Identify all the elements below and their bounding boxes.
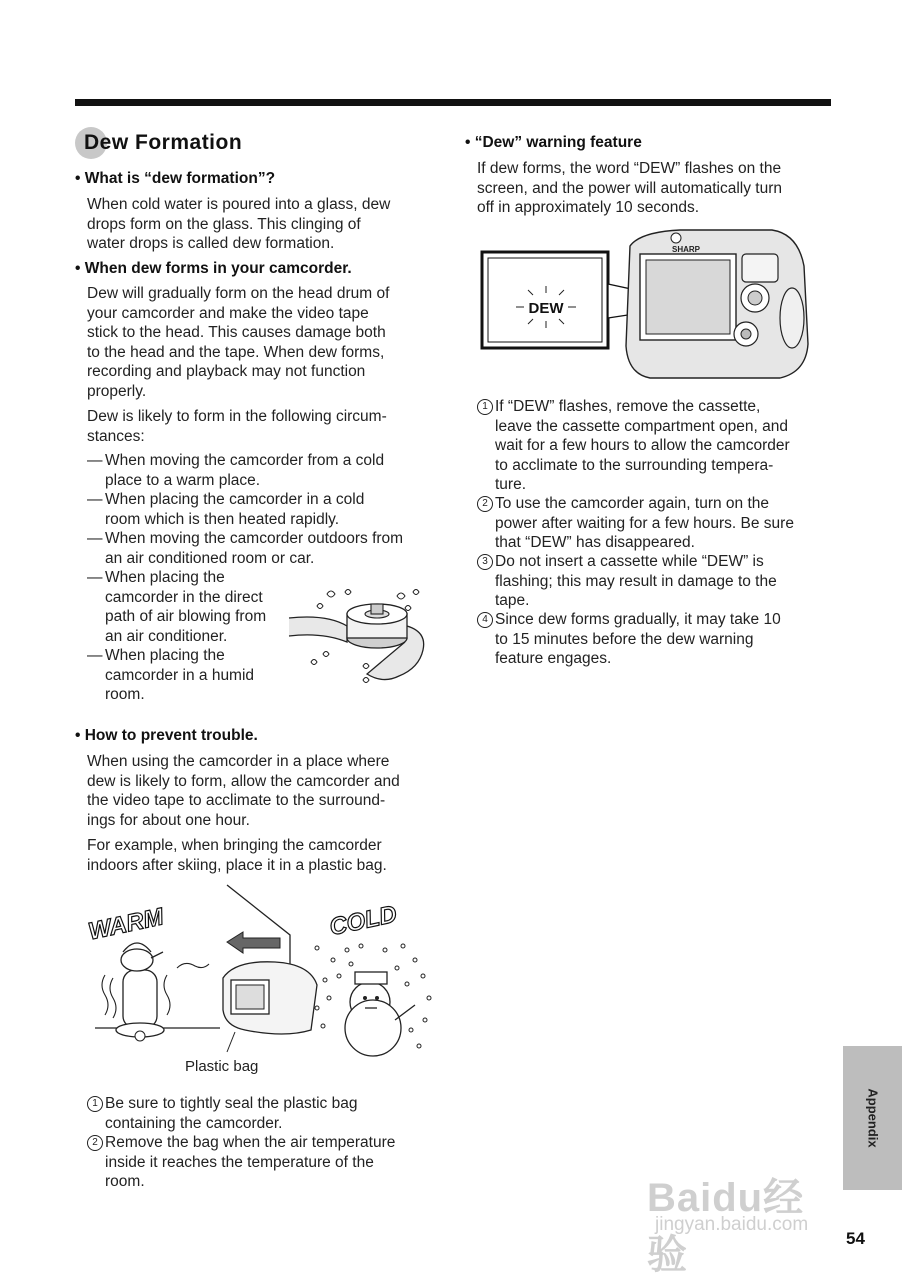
- right-step-2: [477, 494, 794, 553]
- text-line: flashing; this may result in damage to the: [495, 572, 777, 590]
- text-line: feature engages.: [495, 650, 612, 667]
- text-line: dew is likely to form, allow the camcorder and: [87, 772, 400, 790]
- text-line: water drops is called dew formation.: [87, 235, 335, 252]
- prevent-heading: • How to prevent trouble.: [75, 727, 258, 744]
- text-line: room.: [105, 686, 145, 703]
- text-line: When moving the camcorder from a cold: [105, 452, 385, 469]
- text-line: stances:: [87, 427, 145, 445]
- right-step-1: [477, 397, 790, 495]
- text-line: When moving the camcorder outdoors from: [105, 530, 404, 547]
- appendix-tab[interactable]: [843, 1046, 902, 1190]
- text-line: to 15 minutes before the dew warning: [495, 630, 754, 648]
- dash-mark: —: [87, 491, 103, 508]
- circled-number: 3: [477, 554, 493, 570]
- text-line: When placing the: [105, 647, 225, 664]
- text-line: screen, and the power will automatically turn: [477, 179, 782, 197]
- text-line: tape.: [495, 592, 530, 609]
- text-line: When cold water is poured into a glass, dew: [87, 196, 391, 213]
- appendix-tab-label: Appendix: [865, 1088, 880, 1148]
- right-step-3: [477, 552, 777, 611]
- prevent-paragraph-2: [87, 836, 387, 875]
- plastic-bag-caption: Plastic bag: [185, 1058, 259, 1075]
- text-line: For example, when bringing the camcorder: [87, 837, 382, 854]
- text-line: Since dew forms gradually, it may take 10: [495, 611, 781, 628]
- text-line: Remove the bag when the air temperature: [105, 1134, 396, 1151]
- text-line: drops form on the glass. This clinging of: [87, 215, 361, 233]
- circled-number: 2: [477, 496, 493, 512]
- text-line: camcorder in the direct: [105, 588, 263, 606]
- text-line: the video tape to acclimate to the surround-: [87, 792, 386, 809]
- text-line: an air conditioner.: [105, 627, 228, 645]
- warm-label: WARM: [85, 903, 166, 946]
- dew-screen-text: DEW: [528, 300, 564, 317]
- dash-item: [87, 490, 364, 529]
- text-line: camcorder in a humid: [105, 666, 255, 684]
- left-step-2: [87, 1133, 395, 1192]
- dash-mark: —: [87, 452, 103, 469]
- text-line: to acclimate to the surrounding tempera-: [495, 456, 774, 474]
- warning-paragraph: [477, 159, 782, 218]
- text-line: Dew is likely to form in the following circum-: [87, 408, 387, 425]
- dash-item: [87, 451, 384, 490]
- watermark-line-2: jingyan.baidu.com: [655, 1214, 809, 1235]
- text-line: path of air blowing from: [105, 608, 267, 625]
- text-line: inside it reaches the temperature of the: [105, 1153, 374, 1171]
- text-line: indoors after skiing, place it in a plastic bag.: [87, 856, 387, 874]
- circled-number: 1: [477, 399, 493, 415]
- page-number: 54: [846, 1229, 865, 1248]
- arrow-left-icon: [227, 932, 280, 953]
- text-line: to the head and the tape. When dew forms,: [87, 343, 385, 361]
- text-line: To use the camcorder again, turn on the: [495, 495, 769, 512]
- circled-number: 1: [87, 1096, 103, 1112]
- what-paragraph: [87, 195, 390, 254]
- text-line: Be sure to tightly seal the plastic bag: [105, 1095, 358, 1112]
- text-line: When placing the camcorder in a cold: [105, 491, 365, 508]
- when-paragraph-2: [87, 407, 387, 446]
- text-line: When placing the: [105, 569, 225, 586]
- dash-item: [87, 529, 403, 568]
- text-line: ings for about one hour.: [87, 811, 250, 829]
- cold-label: COLD: [327, 900, 400, 942]
- what-heading: • What is “dew formation”?: [75, 170, 276, 187]
- air-conditioner-illustration: [287, 580, 437, 695]
- text-line: an air conditioned room or car.: [105, 549, 315, 567]
- prevent-paragraph-1: [87, 752, 400, 830]
- when-paragraph-1: [87, 284, 389, 401]
- text-line: recording and playback may not function: [87, 363, 366, 380]
- top-rule: [75, 99, 831, 106]
- text-line: wait for a few hours to allow the camcorder: [495, 437, 790, 454]
- dash-mark: —: [87, 530, 103, 547]
- text-line: room which is then heated rapidly.: [105, 510, 340, 528]
- left-step-1: [87, 1094, 357, 1133]
- brand-label: SHARP: [671, 245, 701, 254]
- text-line: off in approximately 10 seconds.: [477, 199, 700, 216]
- when-heading: • When dew forms in your camcorder.: [75, 260, 352, 277]
- dash-mark: —: [87, 647, 103, 664]
- dew-screen-illustration: [480, 226, 812, 384]
- watermark-line-1: Baidu经验: [647, 1176, 805, 1277]
- right-step-4: [477, 610, 781, 669]
- text-line: room.: [105, 1173, 145, 1190]
- text-line: Do not insert a cassette while “DEW” is: [495, 553, 764, 570]
- warning-heading: • “Dew” warning feature: [465, 134, 642, 151]
- text-line: ture.: [495, 476, 527, 493]
- watermark: [645, 1138, 845, 1277]
- text-line: your camcorder and make the video tape: [87, 304, 369, 322]
- dash-mark: —: [87, 569, 103, 586]
- text-line: Dew will gradually form on the head drum of: [87, 285, 390, 302]
- text-line: If dew forms, the word “DEW” flashes on the: [477, 160, 782, 177]
- text-line: leave the cassette compartment open, and: [495, 417, 788, 435]
- text-line: properly.: [87, 382, 147, 400]
- text-line: containing the camcorder.: [105, 1114, 283, 1132]
- text-line: power after waiting for a few hours. Be sure: [495, 514, 794, 532]
- text-line: When using the camcorder in a place where: [87, 753, 390, 770]
- page-title: Dew Formation: [84, 131, 243, 154]
- dash-item: [87, 568, 266, 646]
- dash-item: [87, 646, 254, 705]
- circled-number: 4: [477, 612, 493, 628]
- text-line: place to a warm place.: [105, 471, 261, 489]
- text-line: stick to the head. This causes damage both: [87, 324, 386, 341]
- section-heading: [75, 127, 242, 159]
- text-line: If “DEW” flashes, remove the cassette,: [495, 398, 761, 415]
- text-line: that “DEW” has disappeared.: [495, 534, 695, 551]
- warm-cold-illustration: [85, 880, 440, 1080]
- circled-number: 2: [87, 1135, 103, 1151]
